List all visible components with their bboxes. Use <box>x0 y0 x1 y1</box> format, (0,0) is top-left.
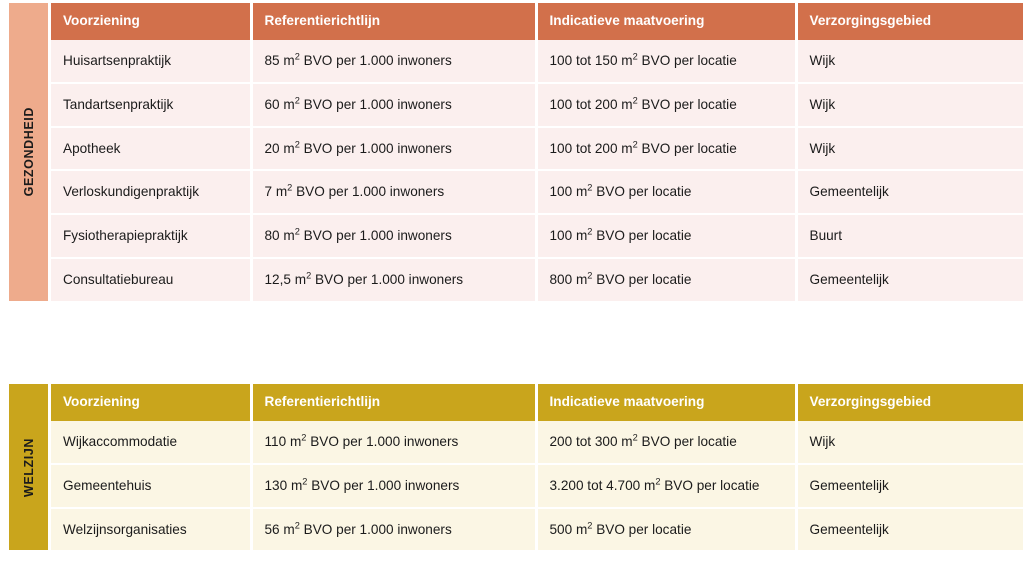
value-suffix: BVO per 1.000 inwoners <box>299 97 452 113</box>
column-header-verzorgingsgebied: Verzorgingsgebied <box>796 3 1023 40</box>
table-row <box>51 83 1023 127</box>
header-row <box>51 3 1023 40</box>
unit-superscript: 2 <box>587 182 593 193</box>
value-text: 100 m <box>549 184 588 200</box>
unit-superscript: 2 <box>632 139 638 150</box>
unit-superscript: 2 <box>632 51 638 62</box>
table-row <box>51 464 1023 508</box>
cell-voorziening: Verloskundigenpraktijk <box>51 170 251 214</box>
cell-referentierichtlijn <box>251 258 536 301</box>
value-text: 130 m <box>264 478 303 494</box>
cell-maatvoering <box>536 83 796 127</box>
table-row <box>51 40 1023 83</box>
cell-verzorgingsgebied: Gemeentelijk <box>809 271 889 287</box>
value-suffix: BVO per locatie <box>637 97 737 113</box>
cell-voorziening: Fysiotherapiepraktijk <box>51 214 251 258</box>
column-header-verzorgingsgebied: Verzorgingsgebied <box>796 384 1023 421</box>
unit-superscript: 2 <box>294 51 300 62</box>
cell-voorziening: Apotheek <box>51 127 251 171</box>
value-text: 20 m <box>264 140 295 156</box>
cell-referentierichtlijn <box>251 40 536 83</box>
cell-verzorgingsgebied: Wijk <box>796 127 1023 171</box>
cell-voorziening: Wijkaccommodatie <box>51 421 251 464</box>
value-text: 100 tot 150 m <box>549 53 633 69</box>
cell-verzorgingsgebied: Wijk <box>796 40 1023 83</box>
cell-verzorgingsgebied: Gemeentelijk <box>796 170 1023 214</box>
cell-maatvoering <box>536 464 796 508</box>
cell-verzorgingsgebied: Buurt <box>796 214 1023 258</box>
value-suffix: BVO per locatie <box>592 521 692 537</box>
table-block-welzijn <box>9 384 1018 550</box>
welzijn-table <box>51 384 1023 550</box>
value-suffix: BVO per locatie <box>592 228 692 244</box>
value-text: 110 m <box>264 434 302 450</box>
value-text: 800 m <box>549 271 588 287</box>
cell-verzorgingsgebied: Gemeentelijk <box>796 464 1023 508</box>
value-suffix: BVO per locatie <box>637 140 737 156</box>
cell-voorziening: Gemeentehuis <box>51 464 251 508</box>
table-row <box>51 421 1023 464</box>
value-suffix: BVO per 1.000 inwoners <box>292 184 445 200</box>
value-suffix: BVO per locatie <box>637 434 737 450</box>
value-suffix: BVO per locatie <box>592 184 692 200</box>
cell-maatvoering <box>536 214 796 258</box>
unit-superscript: 2 <box>287 182 293 193</box>
table-row <box>51 127 1023 171</box>
cell-voorziening: Welzijnsorganisaties <box>51 508 251 551</box>
value-text: 500 m <box>549 521 588 537</box>
value-suffix: BVO per 1.000 inwoners <box>299 228 452 244</box>
value-text: 100 m <box>549 228 588 244</box>
value-text: 7 m <box>264 184 288 200</box>
table-body <box>51 421 1023 550</box>
value-text: 80 m <box>264 228 295 244</box>
table-row <box>51 508 1023 551</box>
header-row <box>51 384 1023 421</box>
value-suffix: BVO per locatie <box>637 53 737 69</box>
category-label-gezondheid <box>9 3 48 301</box>
value-text: 3.200 tot 4.700 m <box>549 478 656 494</box>
cell-referentierichtlijn <box>251 464 536 508</box>
value-text: 56 m <box>264 521 295 537</box>
cell-voorziening: Huisartsenpraktijk <box>51 40 251 83</box>
category-label-text: GEZONDHEID <box>21 107 36 197</box>
cell-referentierichtlijn <box>251 170 536 214</box>
table-block-gezondheid <box>9 3 1018 301</box>
table-body <box>51 40 1023 300</box>
unit-superscript: 2 <box>302 476 308 487</box>
unit-superscript: 2 <box>294 95 300 106</box>
cell-voorziening: Consultatiebureau <box>51 258 251 301</box>
column-header-voorziening: Voorziening <box>51 384 251 421</box>
value-suffix: BVO per 1.000 inwoners <box>299 521 452 537</box>
cell-voorziening: Tandartsenpraktijk <box>51 83 251 127</box>
unit-superscript: 2 <box>632 95 638 106</box>
table-header <box>51 3 1023 40</box>
table-row <box>51 258 1023 301</box>
unit-superscript: 2 <box>294 226 300 237</box>
column-header-indicatieve-maatvoering: Indicatieve maatvoering <box>536 384 796 421</box>
unit-superscript: 2 <box>632 432 638 443</box>
cell-maatvoering <box>536 258 796 301</box>
value-text: 12,5 m <box>264 271 307 287</box>
value-suffix: BVO per 1.000 inwoners <box>307 478 460 494</box>
cell-maatvoering <box>536 40 796 83</box>
value-text: 100 tot 200 m <box>549 97 633 113</box>
unit-superscript: 2 <box>587 270 593 281</box>
gezondheid-table <box>51 3 1023 301</box>
column-header-referentierichtlijn: Referentierichtlijn <box>251 3 536 40</box>
table-row <box>51 170 1023 214</box>
column-header-voorziening: Voorziening <box>51 3 251 40</box>
category-label-welzijn <box>9 384 48 550</box>
table-row <box>51 214 1023 258</box>
value-text: 60 m <box>264 97 295 113</box>
value-text: 100 tot 200 m <box>549 140 633 156</box>
value-text: 200 tot 300 m <box>549 434 633 450</box>
cell-verzorgingsgebied: Wijk <box>796 421 1023 464</box>
column-header-indicatieve-maatvoering: Indicatieve maatvoering <box>536 3 796 40</box>
cell-referentierichtlijn <box>251 508 536 551</box>
cell-referentierichtlijn <box>251 214 536 258</box>
value-suffix: BVO per 1.000 inwoners <box>299 53 452 69</box>
unit-superscript: 2 <box>306 270 312 281</box>
value-suffix: BVO per locatie <box>660 478 760 494</box>
value-suffix: BVO per 1.000 inwoners <box>311 271 464 287</box>
cell-verzorgingsgebied: Wijk <box>796 83 1023 127</box>
cell-maatvoering <box>536 421 796 464</box>
unit-superscript: 2 <box>294 520 300 531</box>
unit-superscript: 2 <box>301 432 307 443</box>
value-text: 85 m <box>264 53 295 69</box>
table-header <box>51 384 1023 421</box>
unit-superscript: 2 <box>655 476 661 487</box>
cell-maatvoering <box>536 170 796 214</box>
category-label-text: WELZIJN <box>21 437 36 497</box>
cell-maatvoering <box>536 127 796 171</box>
column-header-referentierichtlijn: Referentierichtlijn <box>251 384 536 421</box>
value-suffix: BVO per locatie <box>592 271 692 287</box>
cell-verzorgingsgebied: Gemeentelijk <box>809 521 889 537</box>
unit-superscript: 2 <box>587 226 593 237</box>
unit-superscript: 2 <box>294 139 300 150</box>
unit-superscript: 2 <box>587 520 593 531</box>
value-suffix: BVO per 1.000 inwoners <box>299 140 452 156</box>
value-suffix: BVO per 1.000 inwoners <box>306 434 459 450</box>
cell-referentierichtlijn <box>251 83 536 127</box>
cell-referentierichtlijn <box>251 127 536 171</box>
cell-referentierichtlijn <box>251 421 536 464</box>
cell-maatvoering <box>536 508 796 551</box>
